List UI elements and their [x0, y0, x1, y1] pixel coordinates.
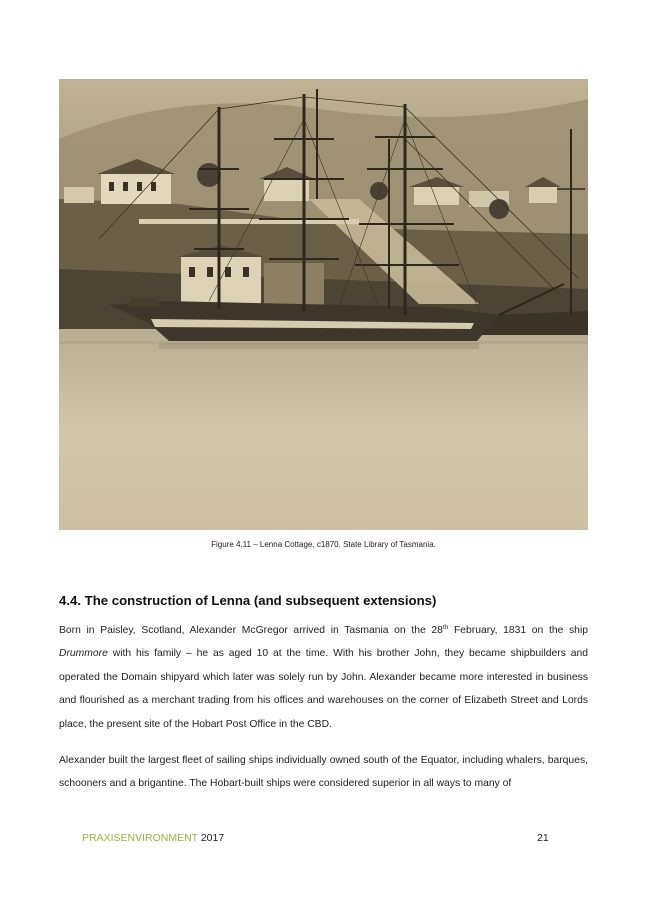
section-heading: 4.4. The construction of Lenna (and subsequent extensions)	[59, 593, 437, 608]
warehouse	[181, 257, 261, 307]
paragraph-1-text-a: Born in Paisley, Scotland, Alexander McGregor arrived in Tasmania on the 28	[59, 625, 443, 636]
historic-photo-lenna-cottage	[59, 79, 588, 530]
footer-brand-line	[82, 832, 224, 844]
paragraph-1-text-b: February, 1831 on the ship	[448, 625, 588, 636]
paragraph-2: Alexander built the largest fleet of sailing ships individually owned south of the Equator, including whalers, barques, schooners and a brigantine. The Hobart-built ships were considered superior in all ways to many of	[59, 755, 588, 790]
sepia-harbour-illustration	[59, 79, 588, 530]
harbour-water	[59, 329, 588, 530]
ship-name: Drummore	[59, 648, 108, 660]
footer-year: 2017	[197, 832, 225, 844]
page-number: 21	[537, 832, 549, 844]
ordinal-suffix: th	[442, 624, 449, 631]
footer-brand: PRAXISENVIRONMENT	[82, 832, 198, 844]
paragraph-1	[59, 619, 588, 736]
paragraph-1-text-c: with his family – he as aged 10 at the time. With his brother John, they became shipbuilders and operated the Domain shipyard which later was solely run by John. Alexander became more interested in business and flourished as a merchant trading from his offices and warehouses on the corner of Elizabeth Street and Lords place, the present site of the Hobart Post Office in the CBD.	[59, 648, 588, 730]
figure-caption: Figure 4.11 – Lenna Cottage, c1870. State Library of Tasmania.	[211, 540, 436, 549]
